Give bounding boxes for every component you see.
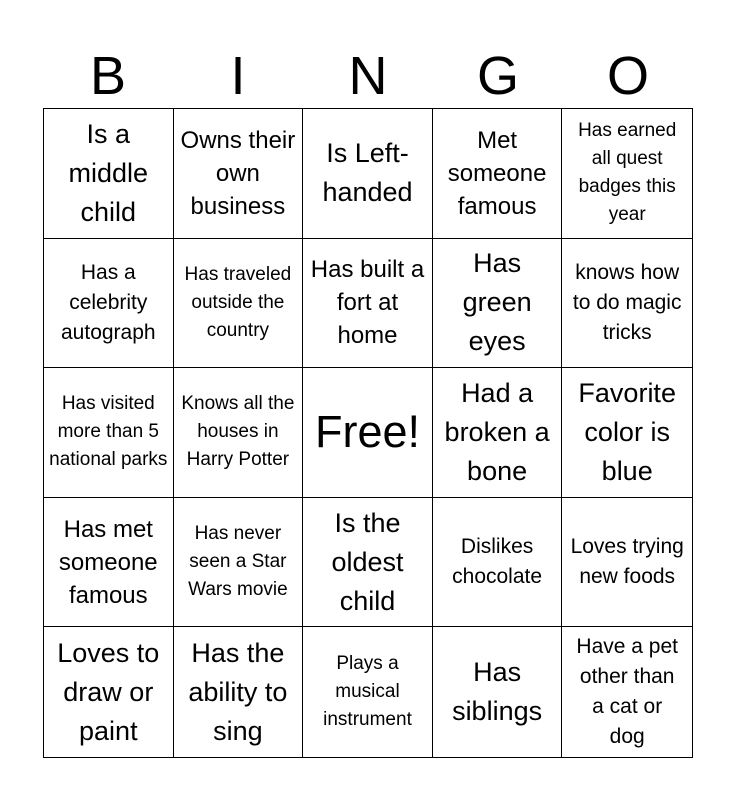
cell-text: Has earned all quest badges this year: [578, 120, 677, 226]
bingo-cell-r1-c2[interactable]: [174, 109, 304, 239]
bingo-cell-r5-c5[interactable]: [562, 627, 692, 757]
cell-text: Loves trying new foods: [570, 535, 684, 589]
cell-text: Has visited more than 5 national parks: [49, 393, 168, 471]
bingo-cell-r3-c5[interactable]: [562, 368, 692, 498]
cell-text: Has never seen a Star Wars movie: [188, 523, 288, 601]
cell-text: Met someone famous: [447, 126, 547, 220]
bingo-cell-r3-c4[interactable]: [433, 368, 563, 498]
bingo-cell-r4-c2[interactable]: [174, 498, 304, 628]
cell-text: knows how to do magic tricks: [572, 260, 682, 344]
header-letter-b: B: [89, 46, 127, 106]
cell-text: Has built a fort at home: [310, 256, 425, 350]
bingo-cell-r1-c3[interactable]: [303, 109, 433, 239]
cell-text: Has siblings: [452, 657, 543, 727]
bingo-cell-r3-c3-free[interactable]: [303, 368, 433, 498]
header-letter-o: O: [606, 46, 649, 106]
cell-text: Is the oldest child: [331, 507, 404, 616]
bingo-header: [43, 44, 693, 108]
cell-text: Loves to draw or paint: [57, 637, 160, 746]
cell-text: Has a celebrity autograph: [61, 260, 156, 344]
cell-text: Has met someone famous: [58, 515, 158, 609]
cell-text: Plays a musical instrument: [323, 653, 412, 731]
header-letter-i: I: [230, 46, 246, 106]
header-letter-g: G: [476, 46, 519, 106]
free-space-label: Free!: [314, 406, 420, 458]
bingo-cell-r2-c4[interactable]: [433, 239, 563, 369]
bingo-cell-r1-c1[interactable]: [44, 109, 174, 239]
cell-text: Had a broken a bone: [444, 377, 550, 486]
cell-text: Is a middle child: [68, 118, 149, 227]
cell-text: Knows all the houses in Harry Potter: [181, 393, 295, 471]
bingo-cell-r5-c2[interactable]: [174, 627, 304, 757]
cell-text: Dislikes chocolate: [452, 535, 543, 589]
cell-text: Favorite color is blue: [578, 377, 676, 486]
bingo-cell-r3-c1[interactable]: [44, 368, 174, 498]
bingo-cell-r4-c1[interactable]: [44, 498, 174, 628]
bingo-cell-r4-c3[interactable]: [303, 498, 433, 628]
header-letter-n: N: [348, 46, 388, 106]
bingo-cell-r4-c5[interactable]: [562, 498, 692, 628]
bingo-cell-r2-c3[interactable]: [303, 239, 433, 369]
cell-text: Have a pet other than a cat or dog: [576, 635, 678, 749]
bingo-cell-r1-c5[interactable]: [562, 109, 692, 239]
bingo-cell-r1-c4[interactable]: [433, 109, 563, 239]
bingo-cell-r5-c1[interactable]: [44, 627, 174, 757]
cell-text: Has traveled outside the country: [184, 263, 292, 341]
bingo-cell-r4-c4[interactable]: [433, 498, 563, 628]
bingo-cell-r2-c5[interactable]: [562, 239, 692, 369]
cell-text: Has the ability to sing: [188, 637, 288, 746]
bingo-cell-r2-c1[interactable]: [44, 239, 174, 369]
bingo-cell-r2-c2[interactable]: [174, 239, 304, 369]
bingo-cell-r3-c2[interactable]: [174, 368, 304, 498]
cell-text: Is Left-handed: [322, 138, 413, 208]
bingo-board: [43, 108, 693, 758]
bingo-cell-r5-c3[interactable]: [303, 627, 433, 757]
cell-text: Has green eyes: [462, 248, 532, 357]
bingo-cell-r5-c4[interactable]: [433, 627, 563, 757]
cell-text: Owns their own business: [180, 126, 296, 220]
